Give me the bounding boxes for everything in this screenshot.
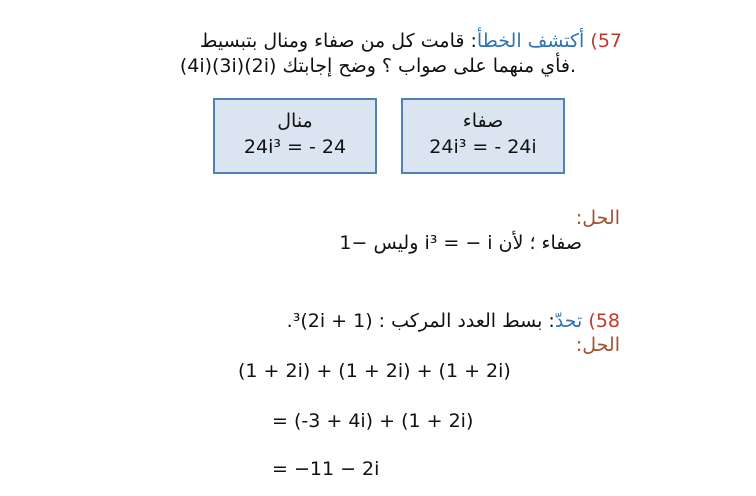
solution57-answer: صفاء ؛ لأن i³ = − i وليس −1	[339, 232, 582, 254]
solution57-label: الحل:	[575, 207, 620, 229]
safaa-box	[401, 98, 565, 174]
manal-name: منال	[277, 110, 313, 132]
q57-title: أكتشف الخطأ	[476, 30, 585, 52]
solution58-step2: = (-3 + 4i) + (1 + 2i)	[272, 410, 474, 432]
q58-title: تحدّ	[554, 310, 583, 332]
q57-line2: (4i)(3i)(2i) فأي منهما على صواب ؟ وضح إجابتك.	[179, 55, 576, 77]
manal-equation: 24i³ = - 24	[243, 136, 347, 158]
q58-line	[287, 310, 620, 332]
solution58-label: الحل:	[575, 334, 620, 356]
safaa-name: صفاء	[462, 110, 504, 132]
q58-number: 58)	[588, 310, 620, 332]
safaa-equation: 24i³ = - 24i	[429, 136, 537, 158]
q57-line1	[200, 30, 622, 52]
q57-number: 57)	[590, 30, 622, 52]
solution58-step3: = −11 − 2i	[272, 458, 380, 480]
manal-box	[213, 98, 377, 174]
q57-text-line1: : قامت كل من صفاء ومنال بتبسيط	[199, 30, 477, 52]
q58-text: : بسط العدد المركب : (1 + 2i)³.	[286, 310, 555, 332]
solution58-step1: (1 + 2i) + (1 + 2i) + (1 + 2i)	[238, 360, 511, 382]
